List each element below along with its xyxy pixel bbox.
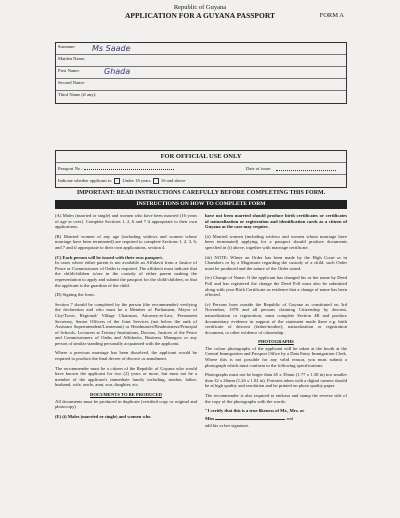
documents-body: All documents must be produced in duplicate (certified copy or original and photocopy)	[55, 398, 197, 410]
date-of-issue-label: Date of issue:	[246, 166, 272, 171]
first-name-row[interactable]	[56, 67, 346, 79]
name-fields-box	[55, 42, 347, 104]
instructions-left-column	[55, 213, 197, 423]
applicant-age-row	[56, 175, 346, 187]
instruction-d-heading: (D) Signing the form.	[55, 292, 95, 298]
important-notice: IMPORTANT: READ INSTRUCTIONS CAREFULLY BEFORE COMPLETING THIS FORM.	[76, 190, 326, 196]
form-title: APPLICATION FOR A GUYANA PASSPORT	[124, 11, 276, 20]
miss-blank[interactable]	[215, 419, 285, 420]
official-use-box	[55, 150, 347, 188]
official-use-title: FOR OFFICIAL USE ONLY	[56, 151, 346, 163]
instruction-e-iv: (iv) Change of Name. If the applicant has changed his or her name by Deed Poll and has registered the change the Deed Poll must also be submitted along with your Birth Certificate as evidence that a change of name has been effected.	[205, 275, 347, 298]
first-name-handwriting: Ghada	[104, 67, 131, 76]
and-label: and	[286, 415, 294, 421]
surname-label: Surname:	[58, 44, 76, 49]
instruction-e-i: (E) (i) Males (married or single) and women who	[55, 413, 151, 419]
over-16-checkbox[interactable]	[153, 178, 159, 184]
over-16-label: 16 and above	[160, 178, 186, 184]
photographs-para-2: Photographs must not be larger than 45 x 35mm (1.77 x 1.38 in) nor smaller than 32 x 26mm (1.26 x 1.02 in). Portraits taken with a digital camera should be at high quality and resolution and be printed on photo quality paper.	[205, 372, 347, 389]
instruction-b: (B) Married women of any age (including widows and women whose marriage have been terminated) are required to complete Sections 1, 2, 3, 6, and 7 and if appropriate to their own applications, section 4.	[55, 233, 197, 250]
second-name-row[interactable]	[56, 79, 346, 91]
instruction-a: (A) Males (married or single) and women who have been married (16 years of age or over). Complete Sections 1, 2, 6 and 7 if appropriate to their own applications.	[55, 213, 197, 230]
instruction-divorce: Where a previous marriage has been dissolved, the applicant would be required to produce the final decree of divorce or annulment.	[55, 350, 197, 362]
instruction-e-ii: (ii) Married women (including widows and women whose marriage have been terminated) applying for a passport should produce documents specified in (i) above, together with marriage certificate.	[205, 233, 347, 250]
under-16-label: Under 16 years	[122, 178, 151, 184]
maiden-name-label: Maiden Name:	[58, 56, 86, 61]
photographs-para-3: The recommender is also required to endorse and stamp the reverse side of the copy of the photographs with the words:	[205, 393, 347, 404]
instruction-e-i-cont: have not been married should produce birth certificates or certificates of naturalization or registration and identification cards as a citizen of Guyana as the case may require.	[205, 213, 347, 230]
miss-label: Miss	[205, 415, 215, 421]
surname-row[interactable]	[56, 43, 346, 55]
photographs-heading: PHOTOGRAPHS	[258, 339, 294, 345]
miss-line	[205, 416, 347, 422]
passport-number-row	[56, 163, 346, 175]
instruction-e-iii: (iii) NOTE: Where an Order has been made by the High Court or in Chambers or by a Magistrate regarding the custody of a child, such Order must be produced and the nature of the Order stated.	[205, 254, 347, 271]
photographs-para-1: The colour photographs of the applicant will be taken at the booth at the Central Immigration and Passport Office by a Data Entry Immigration Clerk. Where this is not possible for any valid reason, you must submit a photograph which must conform to the following specifications:	[205, 345, 347, 368]
passport-number-label: Passport No.:	[58, 166, 83, 171]
instruction-c-heading: (C) Each person will be issued with their own passport.	[55, 254, 163, 260]
maiden-name-row[interactable]	[56, 55, 346, 67]
instructions-title-bar: INSTRUCTIONS ON HOW TO COMPLETE FORM	[55, 200, 347, 209]
under-16-checkbox[interactable]	[114, 178, 120, 184]
republic-line: Republic of Guyana	[173, 4, 227, 11]
instruction-d-body: Section 7 should be completed by the person (the recommender) verifying the declaration and who must be a Member of Parliament, Mayor of City/Town, Regional/ Village Chairman, Attorney-at-Law, Permanent Secretary, Senior Officers of the Joint Services (not below the rank of Assistant Superintendent/Lieutenant) or Headmaster/Headmistress/Principal of Schools, Lecturers at Tertiary Institutions, Doctors, Justices of the Peace and Commissioners of Oaths and Affidavits, Business Managers or any person of similar standing personally acquainted with the applicant.	[55, 301, 197, 346]
third-name-row[interactable]	[56, 91, 346, 103]
indicate-label: Indicate whether applicant is:	[58, 178, 113, 184]
form-code: FORM A	[319, 12, 344, 19]
instruction-c-body: In cases where either parent is not available an Affidavit from a Justice of Peace or Commissioner of Oaths is required. The affidavit must indicate that the child/children is/are in the custody of either parent making the representation to apply and submit the passport for the child/children, or that the applicant is the guardian of the child.	[55, 260, 197, 288]
certify-statement: "I certify that this is a true likeness of Mr., Mrs. or	[205, 408, 305, 414]
instruction-recommender: The recommender must be a citizen of the Republic of Guyana who would have known the applicant for two (2) years or more, but must not be a member of the applicant's immediate family including, mother, father, husband, wife, uncle, aunt, son, daughter, etc.	[55, 365, 197, 388]
surname-handwriting: Ms Saade	[92, 44, 131, 53]
instruction-e-v: (v) Persons born outside the Republic of Guyana as constituted on 3rd November, 1978 and all persons claiming Citizenship by descent, naturalization or registration, must complete Section 4B and produce documentary evidence in support of the statement made there e.g. birth certificate of descent (father/mother), naturalization or registration document, or other evidence of citizenship.	[205, 301, 347, 335]
add-signature-line: add his or her signature.	[205, 423, 250, 429]
instructions-right-column	[205, 213, 347, 433]
third-name-label: Third Name (if any):	[58, 92, 97, 97]
first-name-label: First Name:	[58, 68, 80, 73]
second-name-label: Second Name:	[58, 80, 85, 85]
documents-heading: DOCUMENTS TO BE PRODUCED	[90, 392, 162, 398]
